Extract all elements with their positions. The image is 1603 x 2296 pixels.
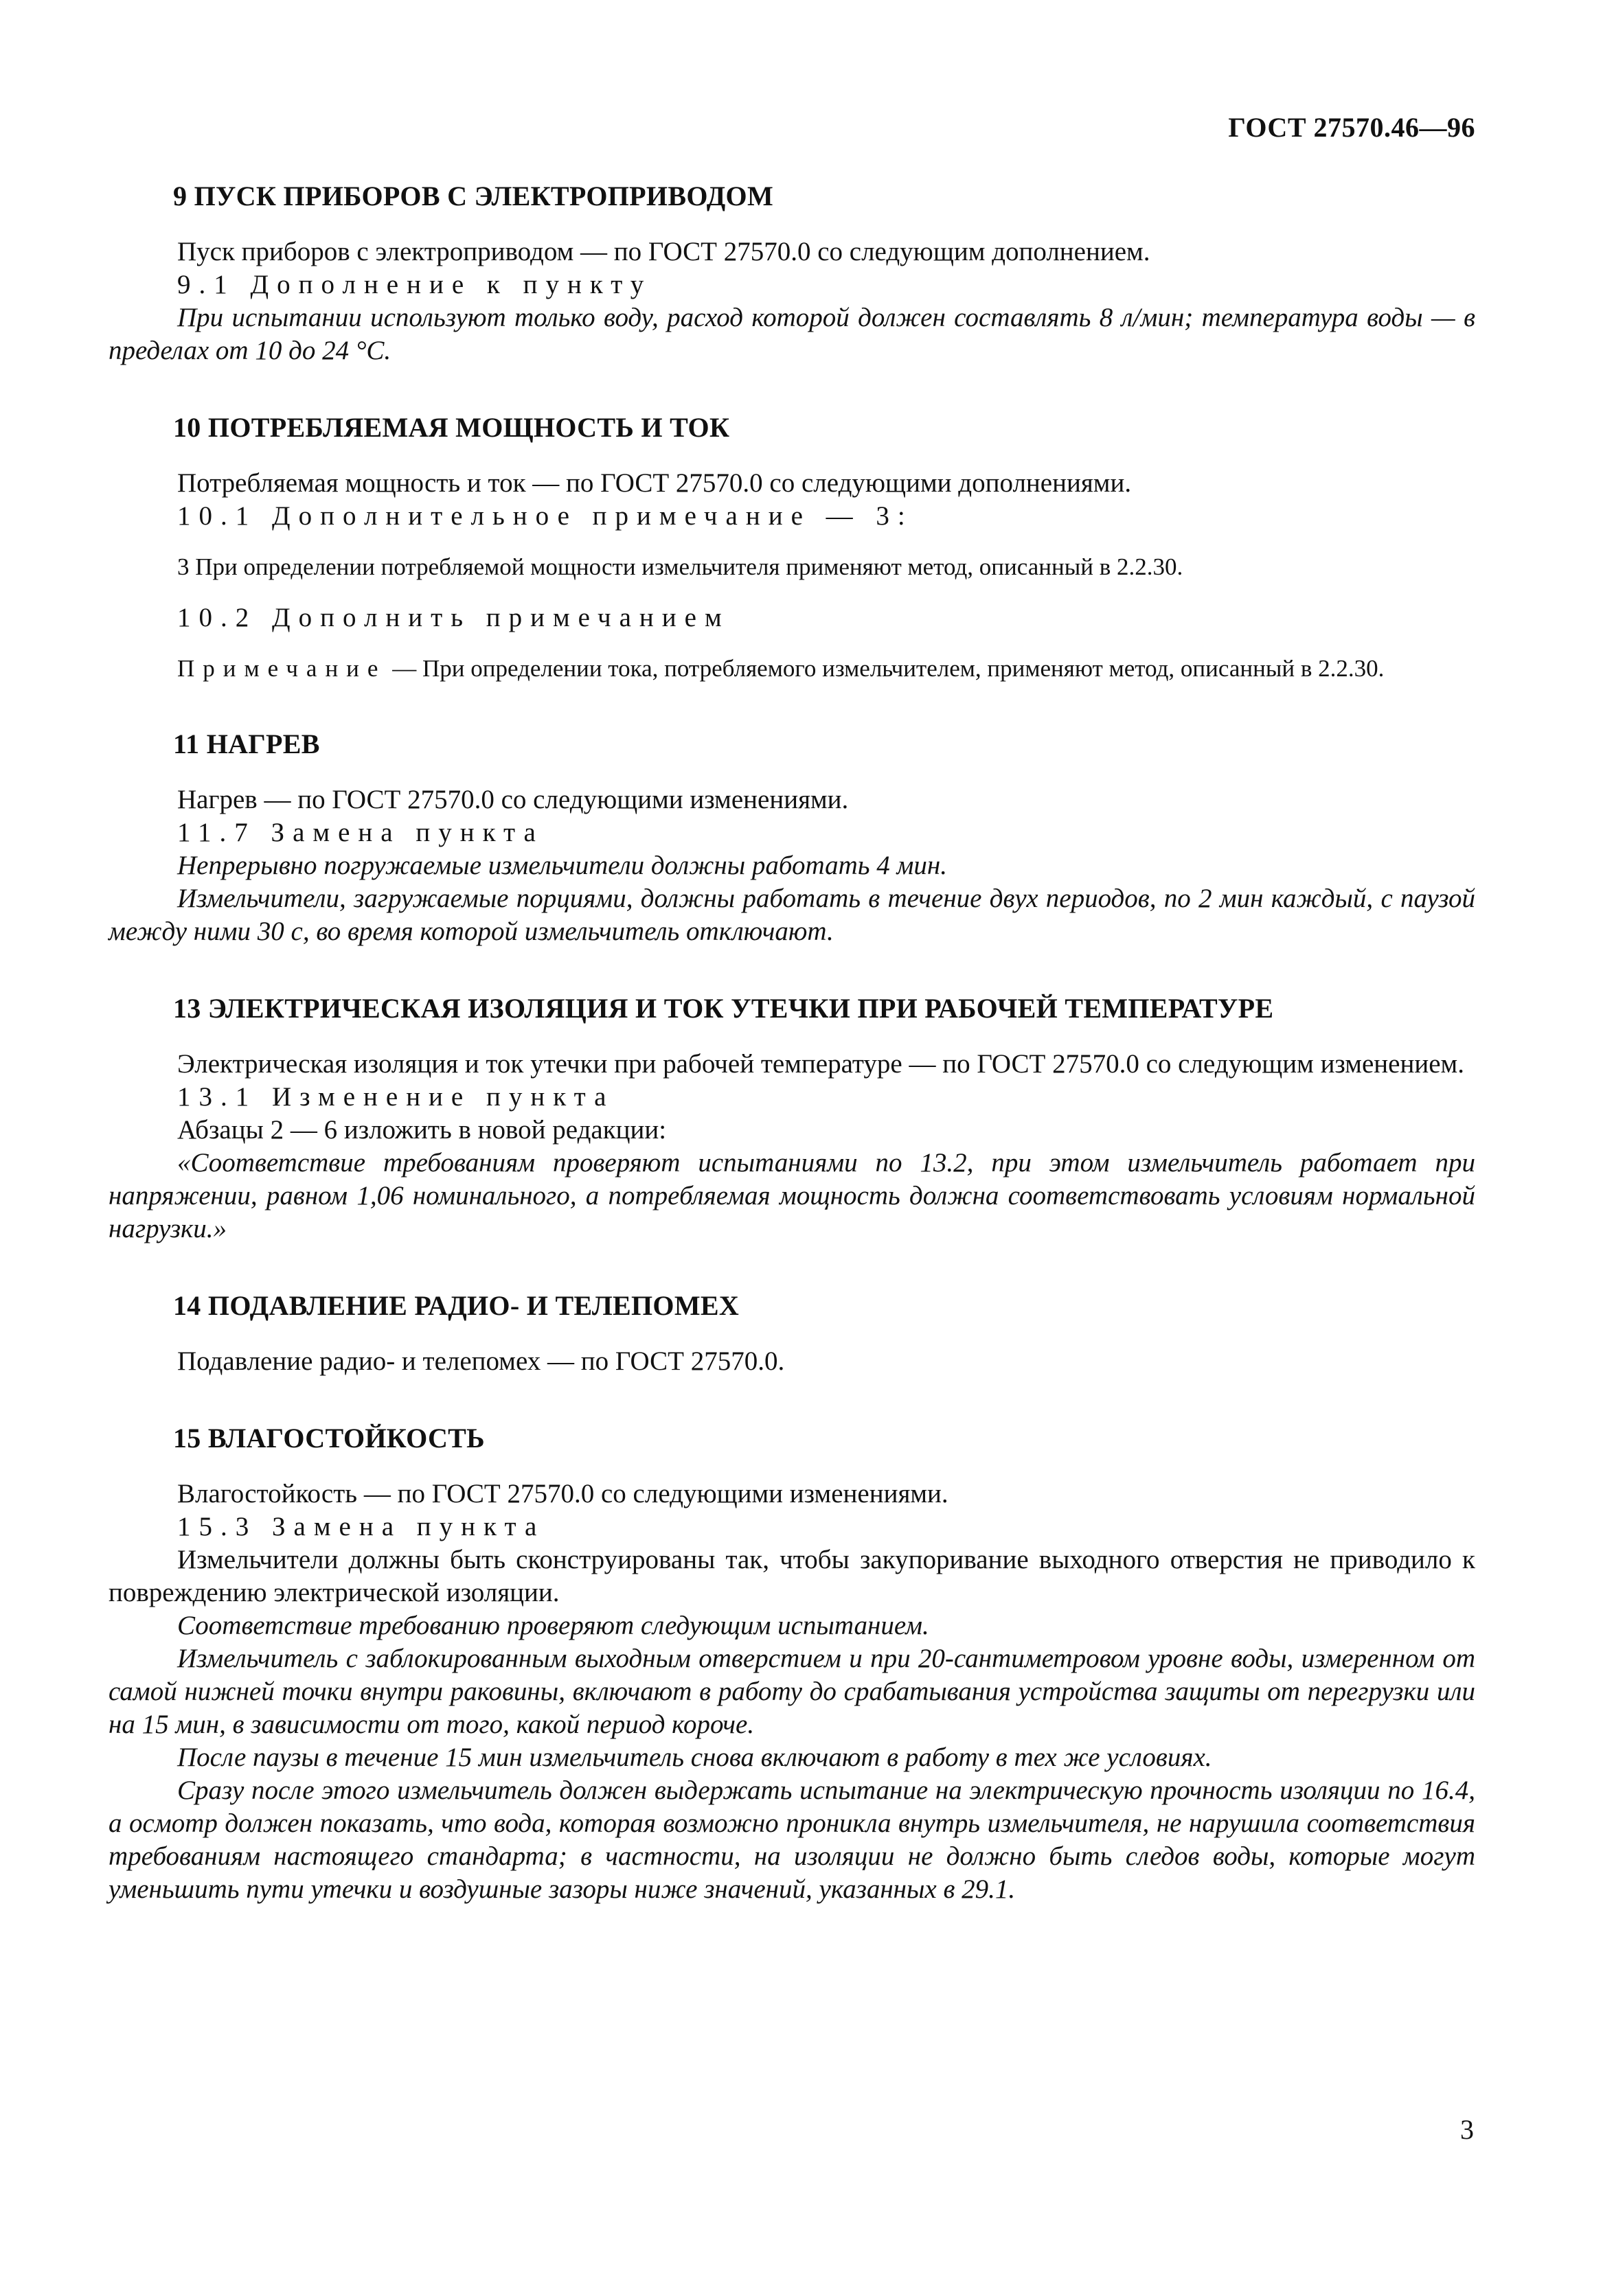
subsection-heading: 10.2 Дополнить примечанием [177,603,730,632]
paragraph: Абзацы 2 — 6 изложить в новой редакции: [177,1115,667,1145]
subsection-heading: 11.7 Замена пункта [177,818,544,847]
subsection-heading: 13.1 Изменение пункта [177,1082,615,1112]
paragraph: Электрическая изоляция и ток утечки при рабочей температуре — по ГОСТ 27570.0 со следующим изменением. [177,1049,1464,1079]
note-paragraph: 3 При определении потребляемой мощности измельчителя применяют метод, описанный в 2.2.30. [177,553,1183,580]
paragraph-italic: Сразу после этого измельчитель должен выдержать испытание на электрическую прочность изоляции по 16.4, а осмотр должен показать, что вода, которая возможно проникла внутрь измельчителя, не нарушила соответствия требованиям настоящего стандарта; в частности, на изоляции не должно быть следов воды, которые могут уменьшить пути утечки и воздушные зазоры ниже значений, указанных в 29.1. [109,1776,1475,1904]
paragraph: Измельчители должны быть сконструированы так, чтобы закупоривание выходного отверстия не приводило к повреждению электрической изоляции. [109,1545,1475,1607]
paragraph-italic: Измельчитель с заблокированным выходным отверстием и при 20-сантиметровом уровне воды, измеренном от самой нижней точки внутри раковины, включают в работу до срабатывания устройства защиты от перегрузки или на 15 мин, в зависимости от того, какой период короче. [109,1644,1475,1739]
section-10 [109,411,1475,684]
paragraph: Влагостойкость — по ГОСТ 27570.0 со следующими изменениями. [177,1479,948,1508]
paragraph: Потребляемая мощность и ток — по ГОСТ 27570.0 со следующими дополнениями. [177,468,1132,498]
section-13 [109,992,1475,1245]
section-15 [109,1422,1475,1906]
section-title: 10 ПОТРЕБЛЯЕМАЯ МОЩНОСТЬ И ТОК [173,412,730,443]
paragraph: Пуск приборов с электроприводом — по ГОСТ 27570.0 со следующим дополнением. [177,237,1150,266]
paragraph-italic: «Соответствие требованиям проверяют испытаниями по 13.2, при этом измельчитель работает при напряжении, равном 1,06 номинального, а потребляемая мощность должна соответствовать условиям нормальной нагрузки.» [109,1148,1475,1243]
document-header: ГОСТ 27570.46—96 [1228,112,1475,143]
paragraph-italic: После паузы в течение 15 мин измельчитель снова включают в работу в тех же условиях. [177,1743,1212,1772]
document-body [109,180,1475,1950]
section-title: 15 ВЛАГОСТОЙКОСТЬ [173,1423,485,1454]
section-title: 14 ПОДАВЛЕНИЕ РАДИО- И ТЕЛЕПОМЕХ [173,1290,740,1321]
paragraph-italic: Измельчители, загружаемые порциями, должны работать в течение двух периодов, по 2 мин каждый, с паузой между ними 30 с, во время которой измельчитель отключают. [109,884,1475,946]
section-title: 13 ЭЛЕКТРИЧЕСКАЯ ИЗОЛЯЦИЯ И ТОК УТЕЧКИ ПРИ РАБОЧЕЙ ТЕМПЕРАТУРЕ [173,993,1274,1024]
paragraph: Подавление радио- и телепомех — по ГОСТ 27570.0. [177,1346,785,1376]
note-paragraph [109,654,1475,684]
subsection-heading: 15.3 Замена пункта [177,1512,545,1541]
section-title: 11 НАГРЕВ [173,728,320,759]
note-label: Примечание [177,655,387,682]
paragraph-italic: Соответствие требованию проверяют следующим испытанием. [177,1611,929,1640]
page-number: 3 [1460,2114,1474,2145]
section-11 [109,728,1475,948]
subsection-heading: 10.1 Дополнительное примечание — 3: [177,501,913,531]
note-text: — При определении тока, потребляемого измельчителем, применяют метод, описанный в 2.2.30. [386,655,1385,682]
subsection-heading: 9.1 Дополнение к пункту [177,270,652,299]
section-title: 9 ПУСК ПРИБОРОВ С ЭЛЕКТРОПРИВОДОМ [173,181,774,211]
paragraph-italic: При испытании используют только воду, расход которой должен составлять 8 л/мин; температура воды — в пределах от 10 до 24 °С. [109,303,1475,365]
section-14 [109,1289,1475,1378]
paragraph: Нагрев — по ГОСТ 27570.0 со следующими изменениями. [177,785,849,814]
section-9 [109,180,1475,367]
paragraph-italic: Непрерывно погружаемые измельчители должны работать 4 мин. [177,851,948,880]
